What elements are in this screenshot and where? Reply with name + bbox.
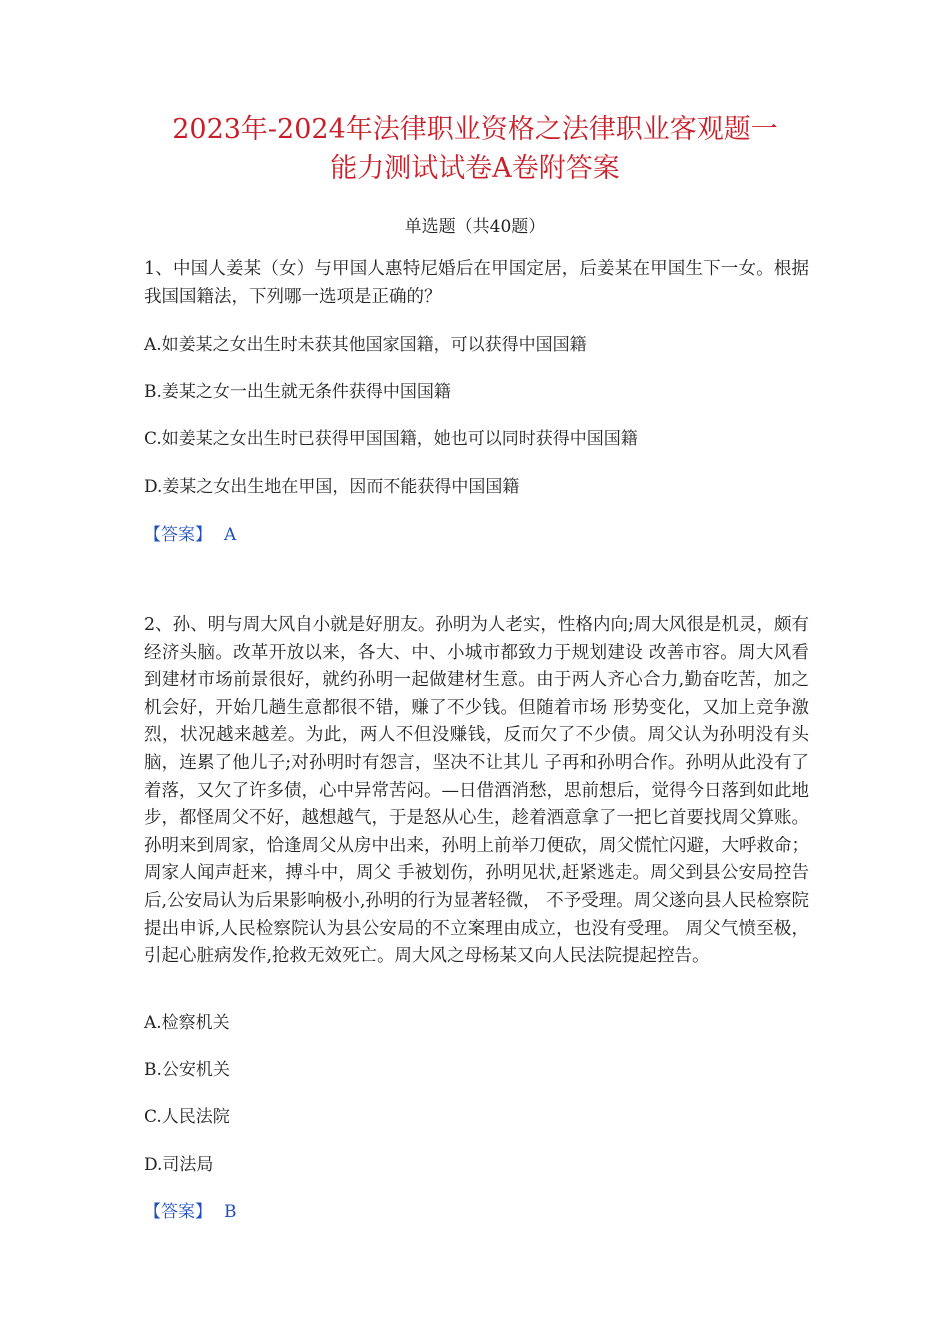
title-line-2: 能力测试试卷A卷附答案 bbox=[330, 153, 620, 184]
question-2-option-b: B.公安机关 bbox=[144, 1060, 230, 1080]
answer-label: 【答案】 bbox=[144, 525, 212, 545]
answer-label: 【答案】 bbox=[144, 1202, 212, 1222]
section-heading: 单选题（共40题） bbox=[404, 217, 546, 237]
question-2-answer bbox=[144, 1197, 237, 1222]
answer-value: B bbox=[224, 1202, 237, 1222]
question-1-option-d: D.姜某之女出生地在甲国，因而不能获得中国国籍 bbox=[144, 477, 520, 497]
question-2-option-d: D.司法局 bbox=[144, 1155, 214, 1175]
answer-value: A bbox=[224, 525, 237, 545]
question-1-stem: 1、中国人姜某（女）与甲国人惠特尼婚后在甲国定居，后姜某在甲国生下一女。根据我国国籍法，下列哪一选项是正确的？ bbox=[144, 259, 809, 307]
question-1-answer bbox=[144, 520, 236, 545]
question-1-option-a: A.如姜某之女出生时未获其他国家国籍，可以获得中国国籍 bbox=[144, 335, 587, 355]
title-line-1: 2023年-2024年法律职业资格之法律职业客观题一 bbox=[172, 114, 778, 145]
question-1-option-b: B.姜某之女一出生就无条件获得中国国籍 bbox=[144, 382, 451, 402]
question-2-option-a: A.检察机关 bbox=[144, 1013, 230, 1033]
question-2-stem: 2、孙、明与周大风自小就是好朋友。孙明为人老实，性格内向;周大风很是机灵，颇有经济头脑。改革开放以来，各大、中、小城市都致力于规划建设 改善市容。周大风看到建材市场前景很好，就约孙明一起做建材生意。由于两人齐心合力,勤奋吃苦，加之机会好，开始几趟生意都很不错，赚了不少钱。但随着市场 形势变化，又加上竞争激烈，状况越来越差。为此，两人不但没赚钱，反而欠了不少债。周父认为孙明没有头脑，连累了他儿子;对孙明时有怨言，坚决不让其儿 子再和孙明合作。孙明从此没有了着落，又欠了许多债，心中异常苦闷。—日借酒消愁，思前想后，觉得今日落到如此地步，都怪周父不好，越想越气，于是怒从心生，趁着酒意拿了一把匕首要找周父算账。孙明来到周家，恰逢周父从房中出来，孙明上前举刀便砍，周父慌忙闪避，大呼救命；周家人闻声赶来，搏斗中，周父 手被划伤，孙明见状,赶紧逃走。周父到县公安局控告 后,公安局认为后果影响极小,孙明的行为显著轻微， 不予受理。周父遂向县人民检察院提出申诉,人民检察院认为县公安局的不立案理由成立，也没有受理。 周父气愤至极，引起心脏病发作,抢救无效死亡。周大风之母杨某又向人民法院提起控告。 bbox=[144, 615, 809, 967]
question-2-option-c: C.人民法院 bbox=[144, 1107, 230, 1127]
document-title bbox=[140, 110, 810, 188]
question-1-option-c: C.如姜某之女出生时已获得甲国国籍，她也可以同时获得中国国籍 bbox=[144, 429, 638, 449]
